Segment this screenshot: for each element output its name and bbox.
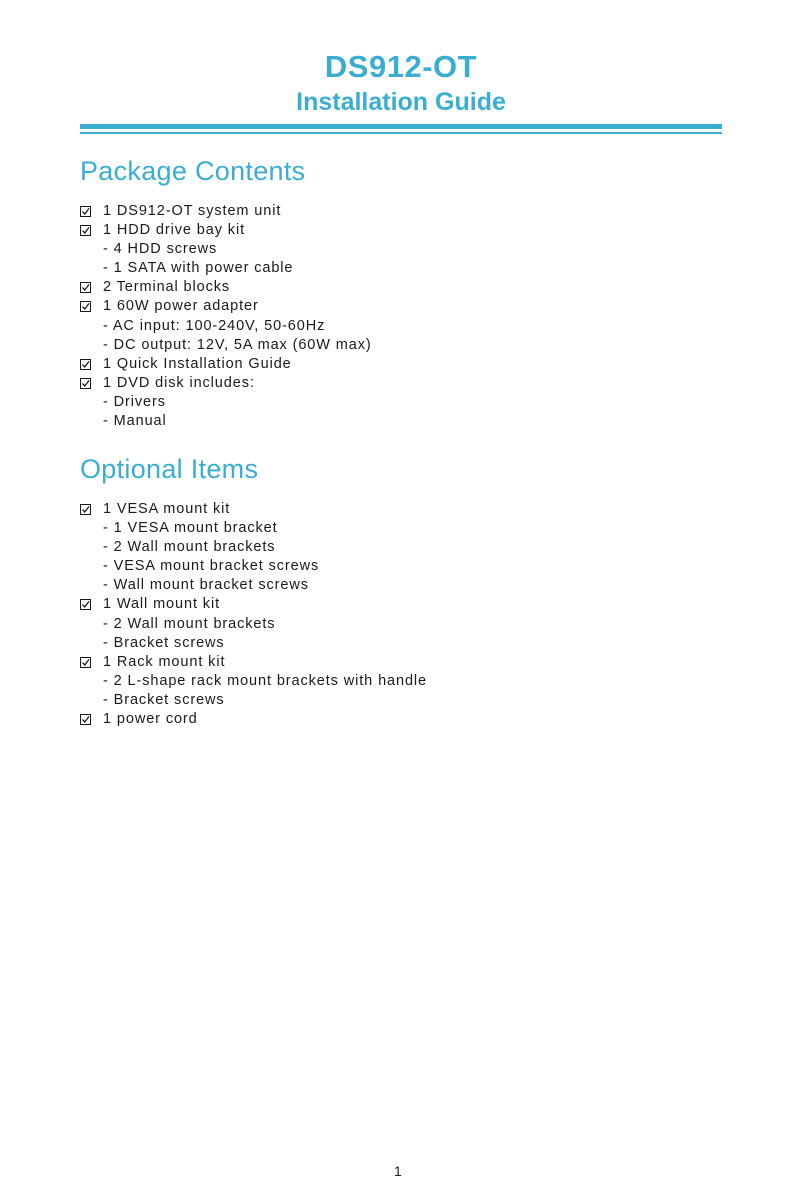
list-subitem [80,557,720,576]
document-title: DS912-OT [324,49,478,84]
list-subitem-text: - DC output: 12V, 5A max (60W max) [103,336,372,353]
checked-box-icon [80,282,91,293]
checked-box-icon [80,657,91,668]
list-subitem [80,576,720,595]
document-subtitle: Installation Guide [296,88,506,116]
list-subitem-text: - 1 VESA mount bracket [103,520,278,537]
list-item [80,710,720,729]
list-item [80,355,720,374]
list-item [80,202,720,221]
list-subitem-text: - 2 Wall mount brackets [103,539,276,556]
header-rule-thick [80,124,722,129]
list-subitem-text: - 2 L-shape rack mount brackets with handle [103,672,428,689]
list-subitem [80,259,720,278]
checked-box-icon [80,206,91,217]
list-item [80,500,720,519]
list-item [80,374,720,393]
list-subitem-text: - Wall mount bracket screws [103,577,309,594]
list-subitem [80,317,720,336]
package-contents-list [80,202,720,431]
list-subitem-text: - 1 SATA with power cable [103,260,294,277]
list-subitem [80,691,720,710]
list-item-text: 1 DS912-OT system unit [103,203,282,219]
list-subitem-text: - Bracket screws [103,691,225,708]
list-subitem-text: - Manual [103,413,167,430]
checked-box-icon [80,225,91,236]
list-subitem [80,538,720,557]
list-item [80,278,720,297]
list-subitem-text: - 2 Wall mount brackets [103,615,276,632]
checked-box-icon [80,504,91,515]
checked-box-icon [80,359,91,370]
optional-items-list [80,500,720,729]
section-title-package-contents: Package Contents [80,156,306,186]
list-subitem-text: - 4 HDD screws [103,241,218,258]
checked-box-icon [80,714,91,725]
header-rule-thin [80,132,722,134]
list-subitem [80,336,720,355]
list-item-text: 1 DVD disk includes: [103,374,255,391]
list-item-text: 1 HDD drive bay kit [103,222,245,239]
list-subitem [80,634,720,653]
list-item-text: 1 60W power adapter [103,298,259,315]
list-subitem [80,519,720,538]
page-number: 1 [394,1163,402,1179]
list-subitem-text: - VESA mount bracket screws [103,558,320,575]
list-subitem [80,240,720,259]
list-subitem-text: - Drivers [103,393,166,410]
list-subitem [80,412,720,431]
checked-box-icon [80,378,91,389]
list-subitem [80,615,720,634]
list-item [80,595,720,614]
document-header [80,48,722,118]
list-item-text: 1 Wall mount kit [103,596,221,613]
list-item-text: 1 Quick Installation Guide [103,355,292,372]
list-item [80,297,720,316]
list-item-text: 2 Terminal blocks [103,279,231,296]
section-title-optional-items: Optional Items [80,454,259,484]
checked-box-icon [80,599,91,610]
list-subitem [80,672,720,691]
list-subitem-text: - AC input: 100-240V, 50-60Hz [103,317,326,334]
list-item-text: 1 VESA mount kit [103,501,231,517]
list-item-text: 1 Rack mount kit [103,653,226,670]
list-subitem [80,393,720,412]
checked-box-icon [80,301,91,312]
list-subitem-text: - Bracket screws [103,634,225,651]
list-item [80,221,720,240]
list-item-text: 1 power cord [103,711,198,728]
list-item [80,653,720,672]
